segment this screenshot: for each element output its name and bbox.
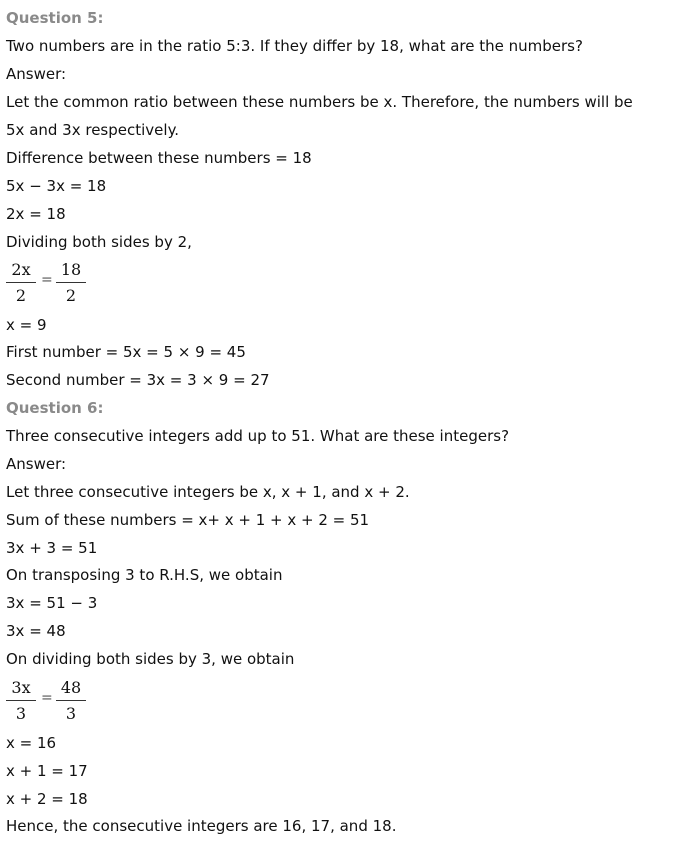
numerator: 3x	[11, 678, 31, 697]
solution-line: Difference between these numbers = 18	[6, 149, 312, 167]
solution-line: Second number = 3x = 3 × 9 = 27	[6, 371, 270, 389]
solution-line: x + 1 = 17	[6, 762, 88, 780]
solution-line: Hence, the consecutive integers are 16, 17, and 18.	[6, 817, 397, 835]
solution-line: Sum of these numbers = x+ x + 1 + x + 2 = 51	[6, 511, 370, 529]
fraction-bar	[56, 700, 86, 701]
denominator: 2	[15, 286, 27, 305]
solution-line: x = 16	[6, 734, 57, 752]
fraction-bar	[6, 282, 36, 283]
solution-line: 3x = 51 − 3	[6, 594, 98, 612]
left-fraction	[6, 678, 36, 724]
left-fraction	[6, 260, 36, 306]
solution-line: Let the common ratio between these numbers be x. Therefore, the numbers will be	[6, 93, 633, 111]
right-fraction	[56, 260, 86, 306]
equals-sign: =	[41, 690, 53, 706]
denominator: 3	[15, 704, 27, 723]
question-5-heading: Question 5:	[6, 9, 104, 27]
fraction-bar	[56, 282, 86, 283]
equals-sign: =	[41, 272, 53, 288]
fraction-bar	[6, 700, 36, 701]
question-5-answer-label: Answer:	[6, 65, 67, 83]
question-6-heading: Question 6:	[6, 399, 104, 417]
denominator: 3	[65, 704, 77, 723]
right-fraction	[56, 678, 86, 724]
question-6-answer-label: Answer:	[6, 455, 67, 473]
solution-line: 3x + 3 = 51	[6, 539, 98, 557]
solution-line: 5x − 3x = 18	[6, 177, 107, 195]
denominator: 2	[65, 286, 77, 305]
solution-line: Dividing both sides by 2,	[6, 233, 192, 251]
solution-line: 3x = 48	[6, 622, 66, 640]
solution-line: Let three consecutive integers be x, x + 1, and x + 2.	[6, 483, 410, 501]
solution-line: First number = 5x = 5 × 9 = 45	[6, 343, 246, 361]
question-5-problem: Two numbers are in the ratio 5:3. If they differ by 18, what are the numbers?	[6, 37, 583, 55]
question-6-problem: Three consecutive integers add up to 51. What are these integers?	[6, 427, 510, 445]
solution-line: 5x and 3x respectively.	[6, 121, 180, 139]
solution-line: 2x = 18	[6, 205, 66, 223]
numerator: 18	[60, 260, 82, 279]
solution-line: x = 9	[6, 316, 47, 334]
fraction-equation	[6, 260, 96, 308]
solution-line: On dividing both sides by 3, we obtain	[6, 650, 295, 668]
solution-line: On transposing 3 to R.H.S, we obtain	[6, 566, 283, 584]
numerator: 48	[60, 678, 82, 697]
numerator: 2x	[11, 260, 31, 279]
fraction-equation	[6, 678, 96, 726]
solution-line: x + 2 = 18	[6, 790, 88, 808]
